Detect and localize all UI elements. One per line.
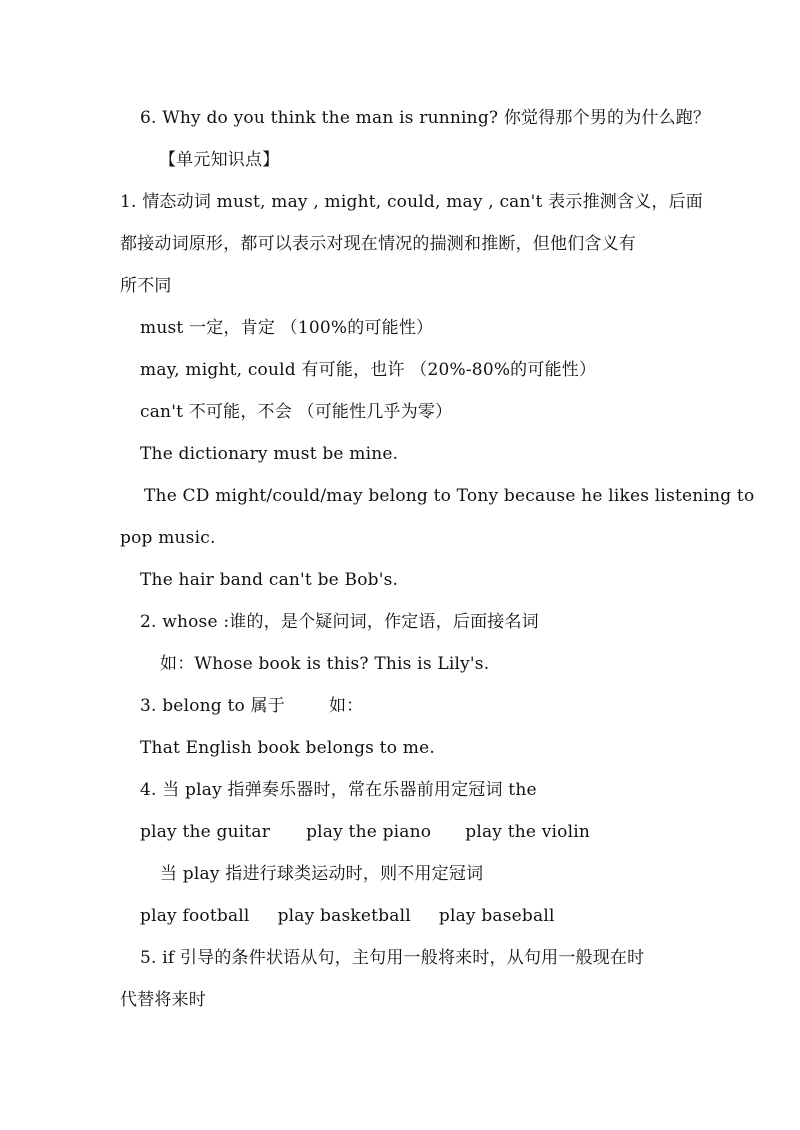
point-1-line-2: 都接动词原形，都可以表示对现在情况的揣测和推断，但他们含义有 (120, 234, 636, 254)
example-cd-line-1: The CD might/could/may belong to Tony because he likes listening to (144, 486, 755, 506)
point-1-line-3: 所不同 (120, 276, 172, 296)
point-5-if-clause-line-2: 代替将来时 (120, 990, 206, 1010)
point-3-belong-to (140, 695, 363, 717)
example-piano: play the piano (306, 822, 432, 842)
cant-meaning: can't 不可能，不会 （可能性几乎为零） (140, 402, 453, 422)
example-hair-band: The hair band can't be Bob's. (140, 570, 399, 590)
point-1-line-1: 1. 情态动词 must, may , might, could, may , can't 表示推测含义，后面 (120, 192, 703, 212)
belong-to-example-label: 如： (328, 696, 364, 716)
sport-examples (140, 905, 555, 927)
example-cd-line-2: pop music. (120, 528, 216, 548)
point-4-play-instrument: 4. 当 play 指弹奏乐器时，常在乐器前用定冠词 the (140, 780, 537, 800)
whose-example: 如：Whose book is this? This is Lily's. (160, 654, 490, 674)
example-football: play football (140, 906, 250, 926)
example-guitar: play the guitar (140, 822, 271, 842)
play-sports-rule: 当 play 指进行球类运动时，则不用定冠词 (160, 864, 484, 884)
belong-to-label: 3. belong to 属于 (140, 696, 285, 716)
point-2-whose: 2. whose :谁的，是个疑问词，作定语，后面接名词 (140, 612, 539, 632)
must-meaning: must 一定，肯定 （100%的可能性） (140, 318, 434, 338)
example-baseball: play baseball (438, 906, 555, 926)
belong-to-example: That English book belongs to me. (140, 738, 435, 758)
section-heading: 【单元知识点】 (159, 150, 280, 170)
example-violin: play the violin (465, 822, 591, 842)
may-might-could-meaning: may, might, could 有可能，也许 （20%-80%的可能性） (140, 360, 597, 380)
example-basketball: play basketball (277, 906, 411, 926)
point-5-if-clause-line-1: 5. if 引导的条件状语从句，主句用一般将来时，从句用一般现在时 (140, 948, 645, 968)
question-6: 6. Why do you think the man is running? 你觉得那个男的为什么跑？ (140, 108, 711, 128)
instrument-examples (140, 821, 590, 843)
example-dictionary: The dictionary must be mine. (140, 444, 399, 464)
